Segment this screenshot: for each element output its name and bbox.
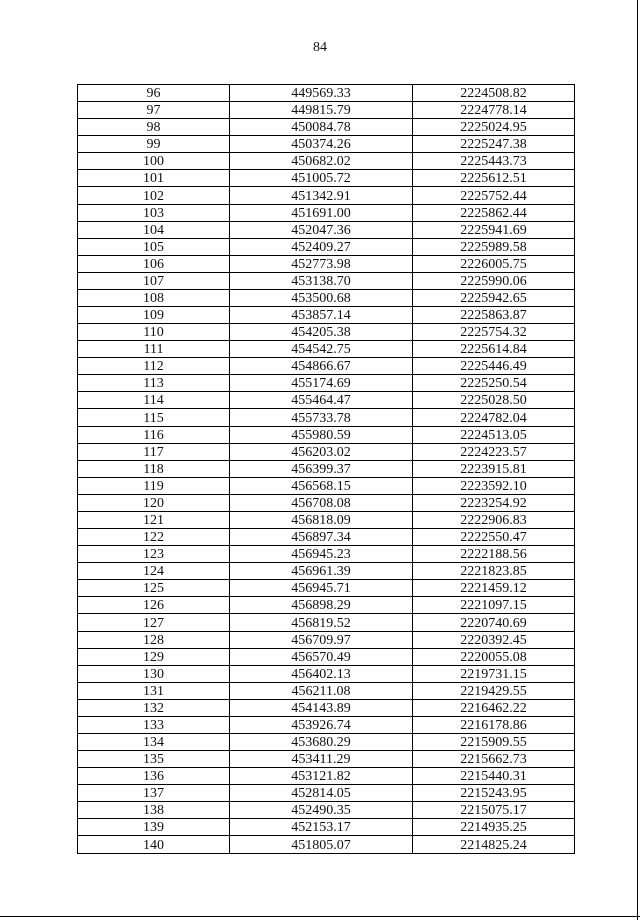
y-coordinate-cell: 2220392.45 [413, 631, 575, 648]
x-coordinate-cell: 456897.34 [230, 529, 413, 546]
point-number-cell: 109 [78, 307, 230, 324]
point-number-cell: 101 [78, 170, 230, 187]
x-coordinate-cell: 451342.91 [230, 187, 413, 204]
table-row [78, 631, 575, 648]
point-number-cell: 107 [78, 272, 230, 289]
x-coordinate-cell: 455733.78 [230, 409, 413, 426]
y-coordinate-cell: 2224508.82 [413, 85, 575, 102]
table-row [78, 238, 575, 255]
table-row [78, 580, 575, 597]
table-row [78, 358, 575, 375]
table-row [78, 289, 575, 306]
page-number: 84 [313, 40, 327, 55]
y-coordinate-cell: 2214825.24 [413, 836, 575, 853]
y-coordinate-cell: 2219429.55 [413, 682, 575, 699]
point-number-cell: 115 [78, 409, 230, 426]
x-coordinate-cell: 456945.71 [230, 580, 413, 597]
table-row [78, 477, 575, 494]
point-number-cell: 111 [78, 341, 230, 358]
y-coordinate-cell: 2216462.22 [413, 699, 575, 716]
table-row [78, 819, 575, 836]
x-coordinate-cell: 452814.05 [230, 785, 413, 802]
table-row [78, 392, 575, 409]
table-row [78, 648, 575, 665]
y-coordinate-cell: 2215440.31 [413, 768, 575, 785]
point-number-cell: 104 [78, 221, 230, 238]
point-number-cell: 131 [78, 682, 230, 699]
y-coordinate-cell: 2225028.50 [413, 392, 575, 409]
x-coordinate-cell: 453680.29 [230, 733, 413, 750]
table-row [78, 563, 575, 580]
y-coordinate-cell: 2224782.04 [413, 409, 575, 426]
x-coordinate-cell: 453500.68 [230, 289, 413, 306]
y-coordinate-cell: 2221459.12 [413, 580, 575, 597]
y-coordinate-cell: 2225250.54 [413, 375, 575, 392]
table-row [78, 768, 575, 785]
x-coordinate-cell: 456819.52 [230, 614, 413, 631]
point-number-cell: 130 [78, 665, 230, 682]
x-coordinate-cell: 456211.08 [230, 682, 413, 699]
point-number-cell: 136 [78, 768, 230, 785]
x-coordinate-cell: 456402.13 [230, 665, 413, 682]
coordinates-table [77, 84, 575, 854]
table-row [78, 751, 575, 768]
point-number-cell: 97 [78, 102, 230, 119]
table-row [78, 529, 575, 546]
point-number-cell: 134 [78, 733, 230, 750]
y-coordinate-cell: 2215075.17 [413, 802, 575, 819]
point-number-cell: 135 [78, 751, 230, 768]
point-number-cell: 105 [78, 238, 230, 255]
table-row [78, 716, 575, 733]
point-number-cell: 96 [78, 85, 230, 102]
x-coordinate-cell: 453121.82 [230, 768, 413, 785]
point-number-cell: 121 [78, 511, 230, 528]
table-row [78, 170, 575, 187]
point-number-cell: 123 [78, 546, 230, 563]
point-number-cell: 110 [78, 324, 230, 341]
x-coordinate-cell: 454542.75 [230, 341, 413, 358]
point-number-cell: 132 [78, 699, 230, 716]
x-coordinate-cell: 450682.02 [230, 153, 413, 170]
x-coordinate-cell: 451691.00 [230, 204, 413, 221]
table-row [78, 187, 575, 204]
point-number-cell: 128 [78, 631, 230, 648]
x-coordinate-cell: 452490.35 [230, 802, 413, 819]
point-number-cell: 119 [78, 477, 230, 494]
table-row [78, 511, 575, 528]
point-number-cell: 127 [78, 614, 230, 631]
page-border-right [637, 0, 638, 920]
table-row [78, 307, 575, 324]
y-coordinate-cell: 2225862.44 [413, 204, 575, 221]
table-row [78, 785, 575, 802]
table-row [78, 546, 575, 563]
table-row [78, 409, 575, 426]
x-coordinate-cell: 456709.97 [230, 631, 413, 648]
x-coordinate-cell: 451005.72 [230, 170, 413, 187]
x-coordinate-cell: 456570.49 [230, 648, 413, 665]
x-coordinate-cell: 449815.79 [230, 102, 413, 119]
y-coordinate-cell: 2223254.92 [413, 494, 575, 511]
y-coordinate-cell: 2225614.84 [413, 341, 575, 358]
x-coordinate-cell: 452773.98 [230, 255, 413, 272]
table-row [78, 699, 575, 716]
table-row [78, 272, 575, 289]
y-coordinate-cell: 2222550.47 [413, 529, 575, 546]
y-coordinate-cell: 2225247.38 [413, 136, 575, 153]
table-row [78, 324, 575, 341]
table-row [78, 204, 575, 221]
point-number-cell: 100 [78, 153, 230, 170]
point-number-cell: 108 [78, 289, 230, 306]
point-number-cell: 133 [78, 716, 230, 733]
x-coordinate-cell: 456568.15 [230, 477, 413, 494]
y-coordinate-cell: 2225990.06 [413, 272, 575, 289]
point-number-cell: 137 [78, 785, 230, 802]
x-coordinate-cell: 453926.74 [230, 716, 413, 733]
x-coordinate-cell: 456399.37 [230, 460, 413, 477]
point-number-cell: 114 [78, 392, 230, 409]
x-coordinate-cell: 455464.47 [230, 392, 413, 409]
y-coordinate-cell: 2222906.83 [413, 511, 575, 528]
point-number-cell: 118 [78, 460, 230, 477]
table-row [78, 614, 575, 631]
point-number-cell: 99 [78, 136, 230, 153]
table-row [78, 375, 575, 392]
x-coordinate-cell: 453411.29 [230, 751, 413, 768]
x-coordinate-cell: 454866.67 [230, 358, 413, 375]
point-number-cell: 117 [78, 443, 230, 460]
x-coordinate-cell: 452047.36 [230, 221, 413, 238]
table-row [78, 443, 575, 460]
y-coordinate-cell: 2226005.75 [413, 255, 575, 272]
y-coordinate-cell: 2221823.85 [413, 563, 575, 580]
point-number-cell: 116 [78, 426, 230, 443]
table-row [78, 665, 575, 682]
y-coordinate-cell: 2222188.56 [413, 546, 575, 563]
point-number-cell: 124 [78, 563, 230, 580]
y-coordinate-cell: 2214935.25 [413, 819, 575, 836]
y-coordinate-cell: 2221097.15 [413, 597, 575, 614]
y-coordinate-cell: 2215243.95 [413, 785, 575, 802]
y-coordinate-cell: 2224223.57 [413, 443, 575, 460]
table-row [78, 426, 575, 443]
y-coordinate-cell: 2219731.15 [413, 665, 575, 682]
point-number-cell: 112 [78, 358, 230, 375]
y-coordinate-cell: 2220055.08 [413, 648, 575, 665]
table-row [78, 460, 575, 477]
point-number-cell: 106 [78, 255, 230, 272]
x-coordinate-cell: 456961.39 [230, 563, 413, 580]
table-row [78, 733, 575, 750]
y-coordinate-cell: 2225941.69 [413, 221, 575, 238]
point-number-cell: 140 [78, 836, 230, 853]
y-coordinate-cell: 2225752.44 [413, 187, 575, 204]
point-number-cell: 98 [78, 119, 230, 136]
x-coordinate-cell: 453138.70 [230, 272, 413, 289]
y-coordinate-cell: 2224778.14 [413, 102, 575, 119]
point-number-cell: 122 [78, 529, 230, 546]
x-coordinate-cell: 456945.23 [230, 546, 413, 563]
table-row [78, 597, 575, 614]
coordinates-table-body [78, 85, 575, 854]
table-row [78, 221, 575, 238]
x-coordinate-cell: 450084.78 [230, 119, 413, 136]
point-number-cell: 102 [78, 187, 230, 204]
point-number-cell: 120 [78, 494, 230, 511]
table-row [78, 341, 575, 358]
x-coordinate-cell: 456708.08 [230, 494, 413, 511]
table-row [78, 85, 575, 102]
y-coordinate-cell: 2225446.49 [413, 358, 575, 375]
y-coordinate-cell: 2225612.51 [413, 170, 575, 187]
x-coordinate-cell: 451805.07 [230, 836, 413, 853]
point-number-cell: 113 [78, 375, 230, 392]
table-row [78, 136, 575, 153]
table-row [78, 153, 575, 170]
y-coordinate-cell: 2225863.87 [413, 307, 575, 324]
y-coordinate-cell: 2225989.58 [413, 238, 575, 255]
x-coordinate-cell: 449569.33 [230, 85, 413, 102]
table-row [78, 119, 575, 136]
x-coordinate-cell: 452153.17 [230, 819, 413, 836]
point-number-cell: 125 [78, 580, 230, 597]
y-coordinate-cell: 2223592.10 [413, 477, 575, 494]
y-coordinate-cell: 2220740.69 [413, 614, 575, 631]
x-coordinate-cell: 456818.09 [230, 511, 413, 528]
point-number-cell: 138 [78, 802, 230, 819]
table-row [78, 836, 575, 853]
x-coordinate-cell: 456203.02 [230, 443, 413, 460]
point-number-cell: 139 [78, 819, 230, 836]
point-number-cell: 126 [78, 597, 230, 614]
table-row [78, 682, 575, 699]
x-coordinate-cell: 450374.26 [230, 136, 413, 153]
x-coordinate-cell: 454205.38 [230, 324, 413, 341]
x-coordinate-cell: 454143.89 [230, 699, 413, 716]
y-coordinate-cell: 2223915.81 [413, 460, 575, 477]
y-coordinate-cell: 2225754.32 [413, 324, 575, 341]
point-number-cell: 103 [78, 204, 230, 221]
y-coordinate-cell: 2225024.95 [413, 119, 575, 136]
table-row [78, 255, 575, 272]
x-coordinate-cell: 455980.59 [230, 426, 413, 443]
y-coordinate-cell: 2215662.73 [413, 751, 575, 768]
y-coordinate-cell: 2225942.65 [413, 289, 575, 306]
table-row [78, 102, 575, 119]
x-coordinate-cell: 452409.27 [230, 238, 413, 255]
y-coordinate-cell: 2215909.55 [413, 733, 575, 750]
y-coordinate-cell: 2224513.05 [413, 426, 575, 443]
x-coordinate-cell: 455174.69 [230, 375, 413, 392]
page-border-bottom [0, 916, 640, 917]
table-row [78, 494, 575, 511]
y-coordinate-cell: 2225443.73 [413, 153, 575, 170]
y-coordinate-cell: 2216178.86 [413, 716, 575, 733]
x-coordinate-cell: 453857.14 [230, 307, 413, 324]
table-row [78, 802, 575, 819]
point-number-cell: 129 [78, 648, 230, 665]
x-coordinate-cell: 456898.29 [230, 597, 413, 614]
